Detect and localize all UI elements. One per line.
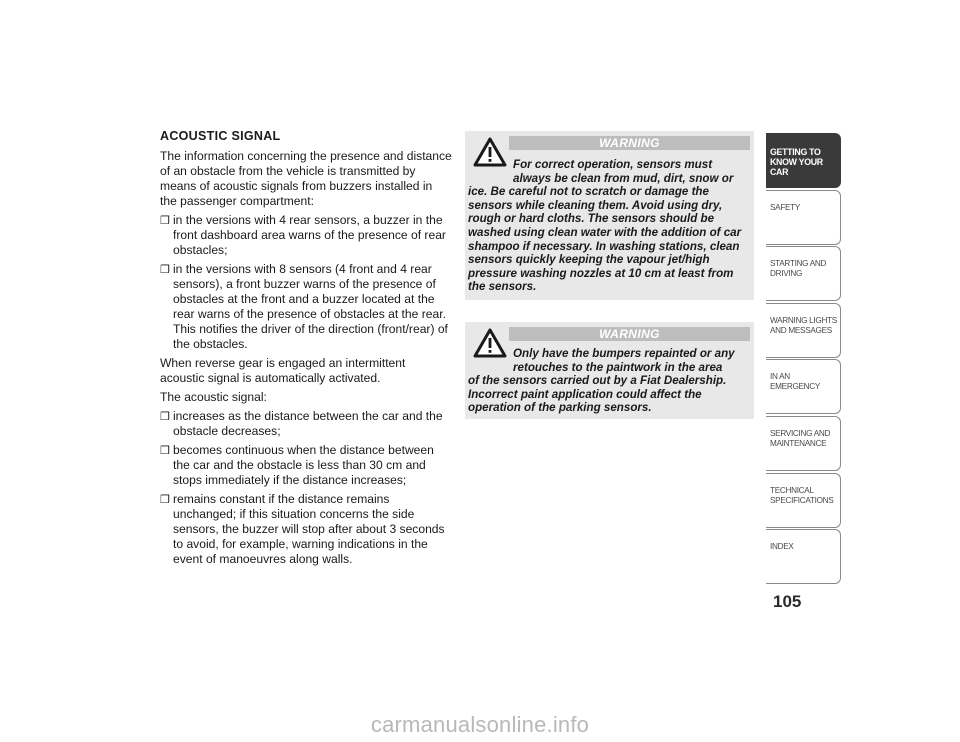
warning-box-bumper-paint xyxy=(465,322,754,419)
main-text-column xyxy=(160,129,452,571)
warning-heading: WARNING xyxy=(509,136,750,150)
warning-text: Only have the bumpers repainted or any retouches to the paintwork in the area of the sensors carried out by a Fiat Dealership. Incorrect paint application could affect the operation of the parking sensors. xyxy=(468,347,735,415)
tab-technical-specifications[interactable]: TECHNICAL SPECIFICATIONS xyxy=(766,473,841,528)
acoustic-signal-intro: The acoustic signal: xyxy=(160,390,267,404)
warning-heading: WARNING xyxy=(509,327,750,341)
warning-box-sensors-cleaning xyxy=(465,131,754,300)
tab-servicing-and-maintenance[interactable]: SERVICING AND MAINTENANCE xyxy=(766,416,841,471)
checkbox-bullet-icon: ❒ xyxy=(160,494,170,506)
checkbox-bullet-icon: ❒ xyxy=(160,411,170,423)
checkbox-bullet-icon: ❒ xyxy=(160,445,170,457)
list-item: ❒ in the versions with 4 rear sensors, a buzzer in the front dashboard area warns of the presence of rear obstacles; xyxy=(160,213,446,257)
list-item: ❒ increases as the distance between the car and the obstacle decreases; xyxy=(160,409,443,438)
reverse-gear-paragraph: When reverse gear is engaged an intermittent acoustic signal is automatically activated. xyxy=(160,356,406,385)
tab-starting-and-driving[interactable]: STARTING AND DRIVING xyxy=(766,246,841,301)
list-item: ❒ remains constant if the distance remains unchanged; if this situation concerns the side sensors, the buzzer will stop after about 3 seconds to avoid, for example, warning indications in the event of manoeuvres along walls. xyxy=(160,492,445,566)
checkbox-bullet-icon: ❒ xyxy=(160,264,170,276)
section-title: ACOUSTIC SIGNAL xyxy=(160,129,281,143)
tab-warning-lights-and-messages[interactable]: WARNING LIGHTS AND MESSAGES xyxy=(766,303,841,358)
list-item: ❒ becomes continuous when the distance between the car and the obstacle is less than 30 cm and stops immediately if the distance increases; xyxy=(160,443,434,487)
tab-safety[interactable]: SAFETY xyxy=(766,190,841,245)
intro-paragraph: The information concerning the presence and distance of an obstacle from the vehicle is transmitted by means of acoustic signals from buzzers installed in the passenger compartment: xyxy=(160,149,452,208)
chapter-tabs xyxy=(766,133,841,586)
warning-text: For correct operation, sensors must always be clean from mud, dirt, snow or ice. Be careful not to scratch or damage the sensors while cleaning them. Avoid using dry, rough or hard cloths. The sensors should be washed using clean water with the addition of car shampoo if necessary. In washing stations, clean sensors quickly keeping the vapour jet/high pressure washing nozzles at 10 cm at least from the sensors. xyxy=(468,158,742,294)
checkbox-bullet-icon: ❒ xyxy=(160,215,170,227)
tab-in-an-emergency[interactable]: IN AN EMERGENCY xyxy=(766,359,841,414)
tab-getting-to-know-your-car[interactable]: GETTING TO KNOW YOUR CAR xyxy=(766,133,841,188)
tab-index[interactable]: INDEX xyxy=(766,529,841,584)
watermark: carmanualsonline.info xyxy=(370,712,590,737)
list-item: ❒ in the versions with 8 sensors (4 front and 4 rear sensors), a front buzzer warns of the presence of obstacles at the front and a buzzer located at the rear warns of the presence of obstacles at the rear. This notifies the driver of the direction (front/rear) of the obstacles. xyxy=(160,262,448,351)
page-number: 105 xyxy=(773,592,802,611)
